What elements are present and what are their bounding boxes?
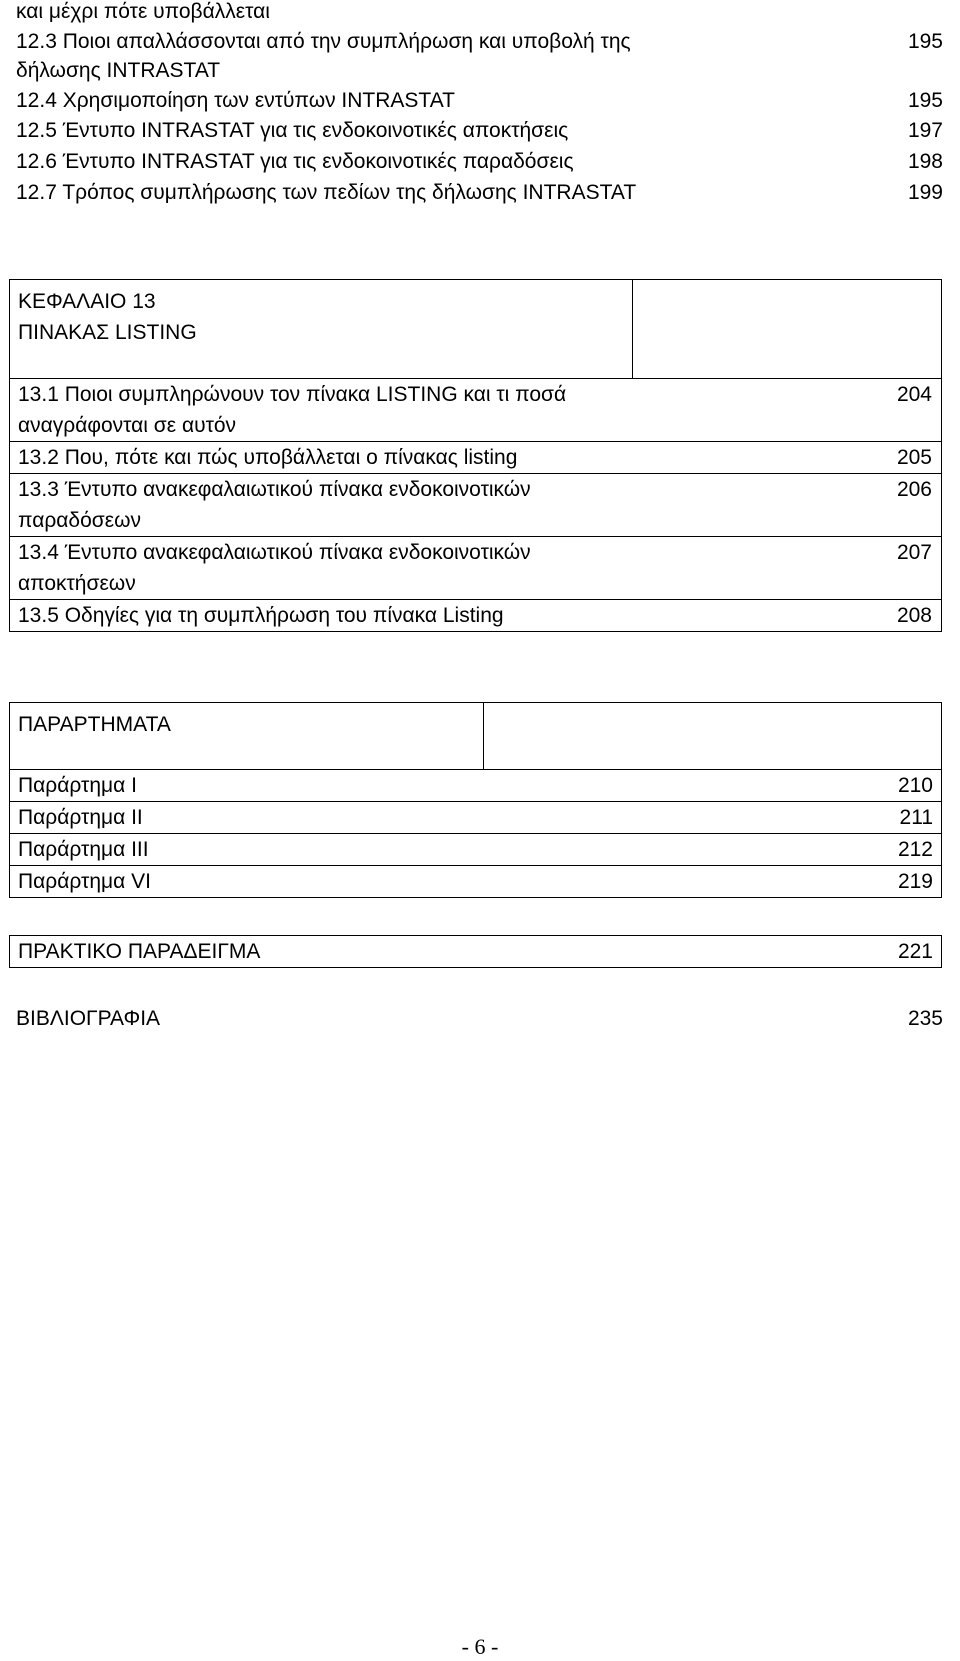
toc-row-page: 204 (896, 383, 932, 406)
toc-row-text: 13.2 Που, πότε και πώς υποβάλλεται ο πίνακας listing (18, 446, 518, 469)
toc-entry-text: και μέχρι πότε υποβάλλεται (16, 0, 270, 23)
empty-cell (633, 280, 942, 379)
table-row (10, 834, 942, 866)
toc-row-text-continued: αναγράφονται σε αυτόν (18, 414, 237, 437)
toc-entry-text: 12.6 Έντυπο INTRASTAT για τις ενδοκοινοτικές παραδόσεις (16, 150, 574, 173)
toc-entry-text: 12.7 Τρόπος συμπλήρωσης των πεδίων της δήλωσης INTRASTAT (16, 181, 637, 204)
bibliography-text: ΒΙΒΛΙΟΓΡΑΦΙΑ (16, 1007, 161, 1030)
toc-row-text: Παράρτημα Ι (10, 770, 484, 802)
empty-cell (484, 703, 942, 770)
toc-row-page: 208 (896, 604, 932, 627)
toc-row-page: 221 (710, 936, 942, 968)
table-row (10, 379, 942, 442)
chapter-subtitle: ΠΙΝΑΚΑΣ LISTING (18, 321, 197, 344)
toc-row-text: 13.4 Έντυπο ανακεφαλαιωτικού πίνακα ενδοκοινοτικών (18, 541, 531, 564)
toc-row-text: Παράρτημα ΙΙ (10, 802, 484, 834)
toc-row-page: 211 (484, 802, 942, 834)
toc-row-page: 205 (896, 446, 932, 469)
table-row (10, 802, 942, 834)
toc-row-page: 206 (896, 478, 932, 501)
table-row (10, 936, 942, 968)
toc-row-page: 219 (484, 866, 942, 898)
toc-entry-page: 195 (907, 89, 943, 112)
toc-row-text: ΠΡΑΚΤΙΚΟ ΠΑΡΑΔΕΙΓΜΑ (10, 936, 710, 968)
chapter-title: ΚΕΦΑΛΑΙΟ 13 (18, 290, 156, 313)
toc-row-page: 210 (484, 770, 942, 802)
table-row (10, 537, 942, 600)
appendices-heading-row (10, 703, 942, 770)
toc-entry-text: 12.5 Έντυπο INTRASTAT για τις ενδοκοινοτικές αποκτήσεις (16, 119, 569, 142)
toc-entry-page: 199 (907, 181, 943, 204)
table-row (10, 770, 942, 802)
toc-row-text-continued: αποκτήσεων (18, 572, 136, 595)
table-row (10, 474, 942, 537)
table-row (10, 600, 942, 632)
chapter-heading (10, 280, 633, 379)
toc-row-text: Παράρτημα ΙΙΙ (10, 834, 484, 866)
toc-row-text: Παράρτημα VΙ (10, 866, 484, 898)
toc-row-text: 13.3 Έντυπο ανακεφαλαιωτικού πίνακα ενδοκοινοτικών (18, 478, 531, 501)
chapter-heading-row (10, 280, 942, 379)
practical-example-table (9, 935, 942, 968)
bibliography-page: 235 (907, 1007, 943, 1030)
toc-entry-page: 198 (907, 150, 943, 173)
toc-entry-text: 12.3 Ποιοι απαλλάσσονται από την συμπλήρωση και υποβολή της (16, 30, 631, 53)
table-row (10, 866, 942, 898)
toc-entry-text: δήλωσης INTRASTAT (16, 59, 221, 82)
toc-row-page: 207 (896, 541, 932, 564)
toc-row-text: 13.5 Οδηγίες για τη συμπλήρωση του πίνακα Listing (18, 604, 504, 627)
page-number: - 6 - (461, 1634, 499, 1659)
toc-row-page: 212 (484, 834, 942, 866)
chapter-13-table (9, 279, 942, 632)
appendices-table (9, 702, 942, 898)
toc-row-text: 13.1 Ποιοι συμπληρώνουν τον πίνακα LISTING και τι ποσά (18, 383, 567, 406)
toc-entry-text: 12.4 Χρησιμοποίηση των εντύπων INTRASTAT (16, 89, 455, 112)
toc-entry-page: 197 (907, 119, 943, 142)
table-row (10, 442, 942, 474)
toc-entry-page: 195 (907, 30, 943, 53)
appendices-heading: ΠΑΡΑΡΤΗΜΑΤΑ (10, 703, 484, 770)
toc-row-text-continued: παραδόσεων (18, 509, 142, 532)
